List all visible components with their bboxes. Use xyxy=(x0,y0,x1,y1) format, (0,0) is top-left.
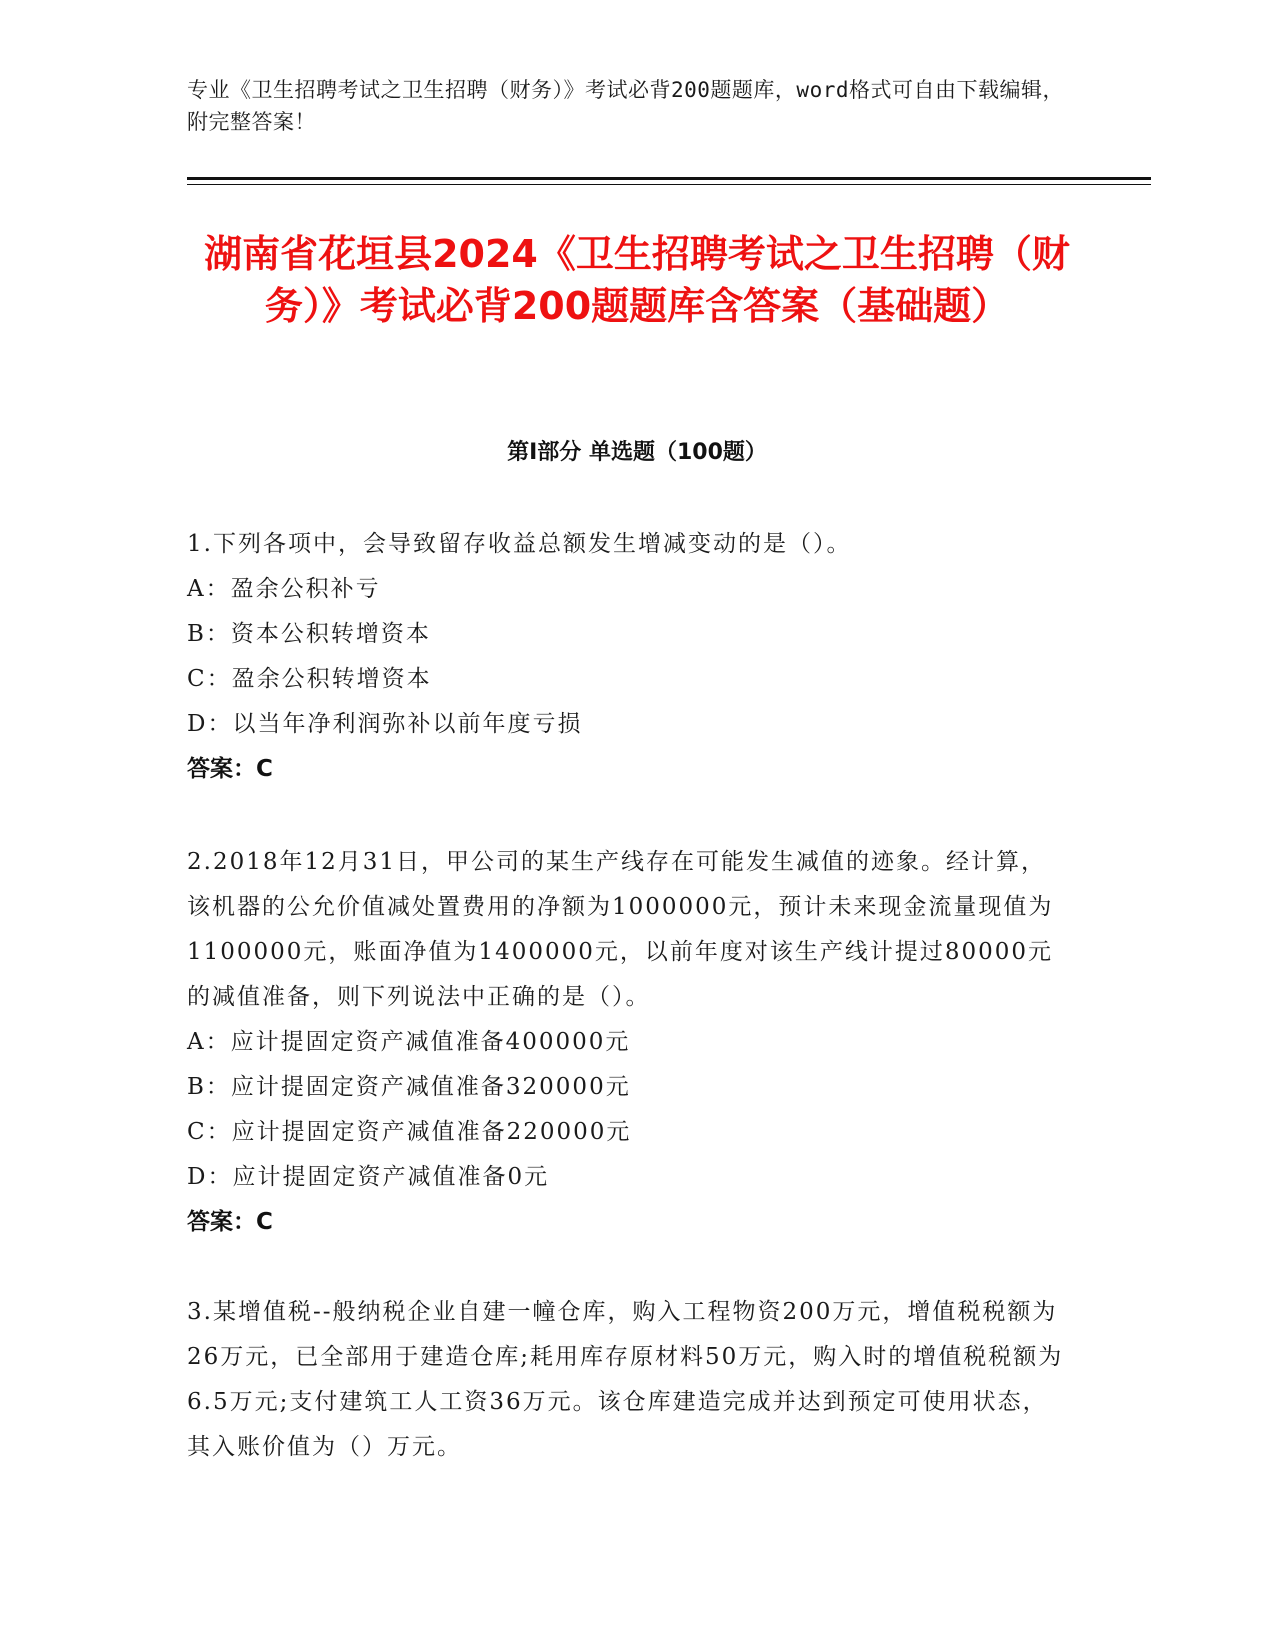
header-divider-thin xyxy=(187,184,1151,185)
answer: 答案：C xyxy=(187,1209,273,1235)
header-divider-thick xyxy=(187,177,1151,180)
question-2 xyxy=(187,840,1067,1245)
question-text: 2.2018年12月31日，甲公司的某生产线存在可能发生减值的迹象。经计算，该机器的公允价值减处置费用的净额为1000000元，预计未来现金流量现值为1100000元，账面净值为1400000元，以前年度对该生产线计提过80000元的减值准备，则下列说法中正确的是（）。 xyxy=(187,849,1054,1010)
option-c: C：盈余公积转增资本 xyxy=(187,666,432,692)
option-b: B：资本公积转增资本 xyxy=(187,621,431,647)
question-text: 3.某增值税--般纳税企业自建一幢仓库，购入工程物资200万元，增值税税额为26万元，已全部用于建造仓库;耗用库存原材料50万元，购入时的增值税税额为6.5万元;支付建筑工人工资36万元。该仓库建造完成并达到预定可使用状态，其入账价值为（）万元。 xyxy=(187,1299,1064,1460)
option-b: B：应计提固定资产减值准备320000元 xyxy=(187,1074,631,1100)
option-c: C：应计提固定资产减值准备220000元 xyxy=(187,1119,632,1145)
question-3 xyxy=(187,1290,1067,1470)
question-1 xyxy=(187,522,1067,792)
section-heading: 第Ⅰ部分 单选题（100题） xyxy=(507,440,767,465)
option-d: D：以当年净利润弥补以前年度亏损 xyxy=(187,711,583,737)
question-text: 1.下列各项中，会导致留存收益总额发生增减变动的是（）。 xyxy=(187,531,852,557)
document-title: 湖南省花垣县2024《卫生招聘考试之卫生招聘（财务）》考试必背200题题库含答案（基础题） xyxy=(204,232,1070,328)
option-a: A：盈余公积补亏 xyxy=(187,576,381,602)
option-d: D：应计提固定资产减值准备0元 xyxy=(187,1164,550,1190)
option-a: A：应计提固定资产减值准备400000元 xyxy=(187,1029,631,1055)
header-note: 专业《卫生招聘考试之卫生招聘（财务）》考试必背200题题库，word格式可自由下载编辑，附完整答案！ xyxy=(187,78,1064,134)
answer: 答案：C xyxy=(187,756,273,782)
